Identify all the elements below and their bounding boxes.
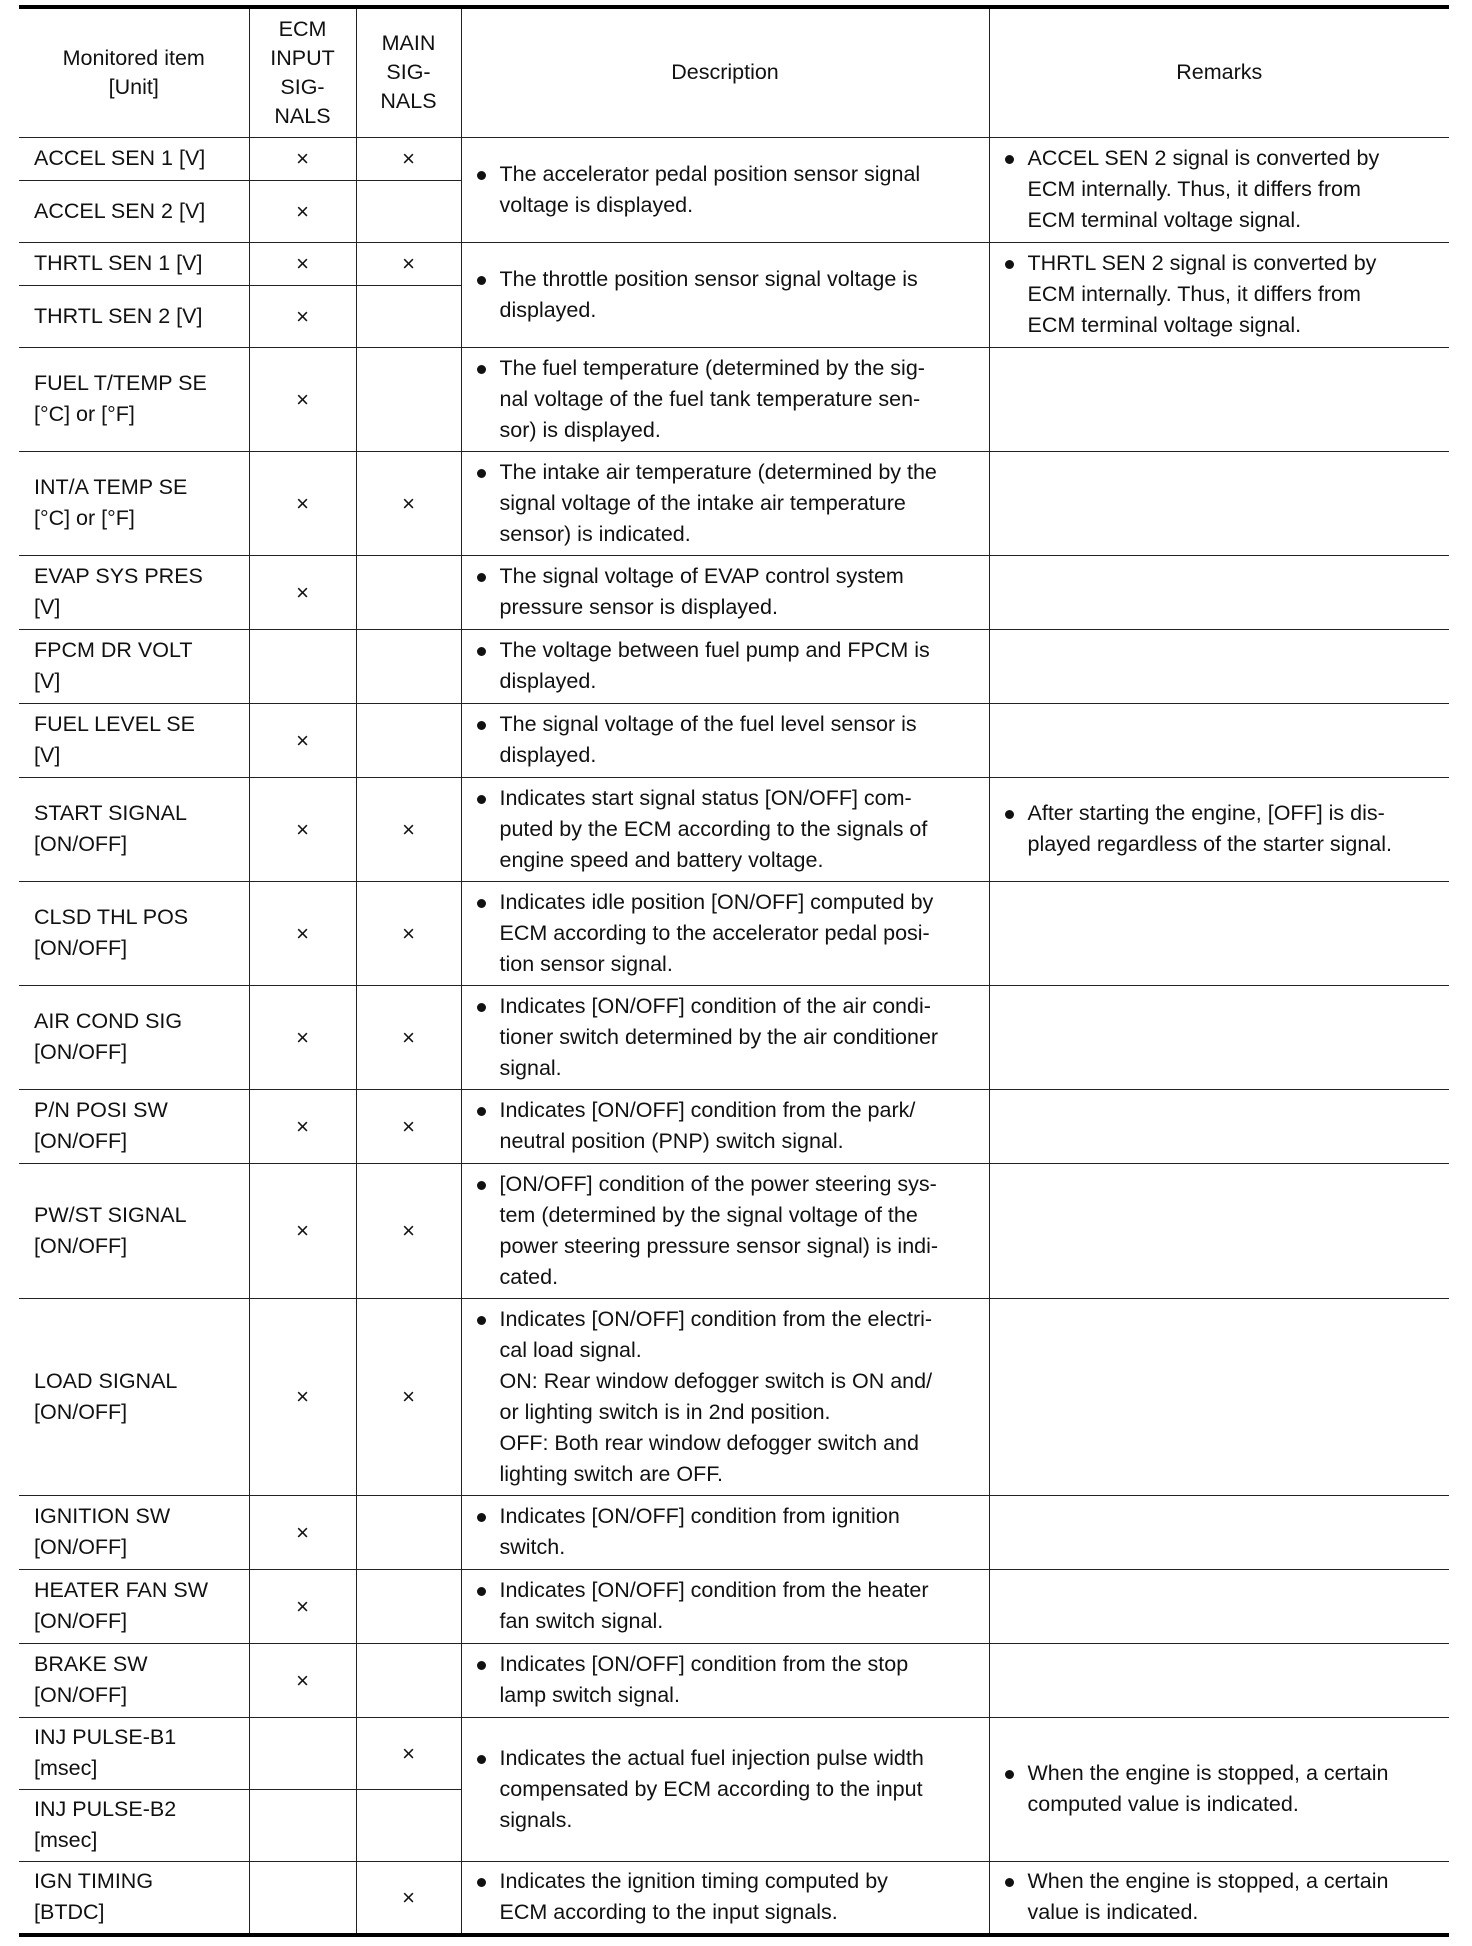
header-main-signals: MAIN SIG- NALS xyxy=(356,7,461,137)
table-row xyxy=(19,629,1449,703)
table-row xyxy=(19,555,1449,629)
description: The signal voltage of EVAP control system pressure sensor is displayed. xyxy=(461,555,989,629)
description: Indicates [ON/OFF] condition from the electri- cal load signal. ON: Rear window defogger switch is ON and/ or lighting switch is in 2nd position. OFF: Both rear window defogger switch and lighting switch are OFF. xyxy=(461,1298,989,1495)
monitored-item: FUEL LEVEL SE [V] xyxy=(19,703,249,777)
ecm-input-mark: × xyxy=(249,777,356,881)
header-monitored-item: Monitored item [Unit] xyxy=(19,7,249,137)
monitored-item: IGN TIMING [BTDC] xyxy=(19,1861,249,1935)
table-row xyxy=(19,1089,1449,1163)
description: Indicates idle position [ON/OFF] computed by ECM according to the accelerator pedal posi- tion sensor signal. xyxy=(461,881,989,985)
table-row xyxy=(19,347,1449,451)
ecm-input-mark xyxy=(249,1789,356,1861)
monitored-item: ACCEL SEN 1 [V] xyxy=(19,137,249,180)
description: Indicates [ON/OFF] condition from the stop lamp switch signal. xyxy=(461,1643,989,1717)
monitored-item: FPCM DR VOLT [V] xyxy=(19,629,249,703)
description: Indicates [ON/OFF] condition of the air condi- tioner switch determined by the air conditioner signal. xyxy=(461,985,989,1089)
description: Indicates [ON/OFF] condition from ignition switch. xyxy=(461,1495,989,1569)
monitored-item: LOAD SIGNAL [ON/OFF] xyxy=(19,1298,249,1495)
remarks: After starting the engine, [OFF] is dis- played regardless of the starter signal. xyxy=(989,777,1449,881)
main-signal-mark: × xyxy=(356,985,461,1089)
remarks: THRTL SEN 2 signal is converted by ECM internally. Thus, it differs from ECM terminal voltage signal. xyxy=(989,242,1449,347)
ecm-input-mark: × xyxy=(249,985,356,1089)
table-row xyxy=(19,881,1449,985)
monitored-item: THRTL SEN 1 [V] xyxy=(19,242,249,285)
remarks xyxy=(989,1298,1449,1495)
main-signal-mark xyxy=(356,703,461,777)
monitored-item: BRAKE SW [ON/OFF] xyxy=(19,1643,249,1717)
remarks xyxy=(989,881,1449,985)
description: Indicates [ON/OFF] condition from the heater fan switch signal. xyxy=(461,1569,989,1643)
table-row xyxy=(19,1643,1449,1717)
main-signal-mark: × xyxy=(356,1298,461,1495)
remarks xyxy=(989,1495,1449,1569)
header-description: Description xyxy=(461,7,989,137)
ecm-input-mark: × xyxy=(249,1089,356,1163)
remarks xyxy=(989,703,1449,777)
monitored-item: START SIGNAL [ON/OFF] xyxy=(19,777,249,881)
main-signal-mark: × xyxy=(356,137,461,180)
table-row xyxy=(19,1861,1449,1935)
description: The intake air temperature (determined by the signal voltage of the intake air temperature sensor) is indicated. xyxy=(461,451,989,555)
table-row xyxy=(19,1569,1449,1643)
table-row xyxy=(19,242,1449,285)
table-row xyxy=(19,703,1449,777)
remarks xyxy=(989,347,1449,451)
table-row xyxy=(19,985,1449,1089)
monitored-item: CLSD THL POS [ON/OFF] xyxy=(19,881,249,985)
description: The signal voltage of the fuel level sensor is displayed. xyxy=(461,703,989,777)
ecm-input-mark: × xyxy=(249,555,356,629)
remarks: When the engine is stopped, a certain value is indicated. xyxy=(989,1861,1449,1935)
main-signal-mark: × xyxy=(356,777,461,881)
remarks: ACCEL SEN 2 signal is converted by ECM internally. Thus, it differs from ECM terminal voltage signal. xyxy=(989,137,1449,242)
remarks xyxy=(989,1163,1449,1298)
header-row xyxy=(19,7,1449,137)
main-signal-mark xyxy=(356,1569,461,1643)
ecm-input-mark xyxy=(249,1717,356,1789)
ecm-input-mark xyxy=(249,629,356,703)
remarks xyxy=(989,985,1449,1089)
table-row xyxy=(19,1163,1449,1298)
description: Indicates the ignition timing computed by ECM according to the input signals. xyxy=(461,1861,989,1935)
monitored-item: AIR COND SIG [ON/OFF] xyxy=(19,985,249,1089)
monitored-item: INT/A TEMP SE [°C] or [°F] xyxy=(19,451,249,555)
main-signal-mark: × xyxy=(356,1717,461,1789)
ecm-input-mark: × xyxy=(249,1569,356,1643)
main-signal-mark xyxy=(356,629,461,703)
main-signal-mark xyxy=(356,555,461,629)
remarks: When the engine is stopped, a certain computed value is indicated. xyxy=(989,1717,1449,1861)
monitored-item: EVAP SYS PRES [V] xyxy=(19,555,249,629)
remarks xyxy=(989,629,1449,703)
ecm-input-mark: × xyxy=(249,1643,356,1717)
description: [ON/OFF] condition of the power steering sys- tem (determined by the signal voltage of the power steering pressure sensor signal) is indi- cated. xyxy=(461,1163,989,1298)
monitored-item: HEATER FAN SW [ON/OFF] xyxy=(19,1569,249,1643)
table-row xyxy=(19,1717,1449,1789)
main-signal-mark: × xyxy=(356,1163,461,1298)
monitored-item: INJ PULSE-B1 [msec] xyxy=(19,1717,249,1789)
remarks xyxy=(989,1089,1449,1163)
monitored-item: P/N POSI SW [ON/OFF] xyxy=(19,1089,249,1163)
ecm-input-mark: × xyxy=(249,1298,356,1495)
main-signal-mark xyxy=(356,1643,461,1717)
ecm-input-mark: × xyxy=(249,703,356,777)
table-row xyxy=(19,1495,1449,1569)
ecm-input-mark: × xyxy=(249,137,356,180)
ecm-input-mark: × xyxy=(249,451,356,555)
ecm-input-mark: × xyxy=(249,881,356,985)
description: The throttle position sensor signal voltage is displayed. xyxy=(461,242,989,347)
ecm-input-mark: × xyxy=(249,347,356,451)
table-row xyxy=(19,777,1449,881)
table-row xyxy=(19,137,1449,180)
main-signal-mark xyxy=(356,285,461,347)
description: The accelerator pedal position sensor signal voltage is displayed. xyxy=(461,137,989,242)
monitored-item: PW/ST SIGNAL [ON/OFF] xyxy=(19,1163,249,1298)
ecm-input-mark: × xyxy=(249,242,356,285)
remarks xyxy=(989,1569,1449,1643)
description: Indicates start signal status [ON/OFF] com- puted by the ECM according to the signals of engine speed and battery voltage. xyxy=(461,777,989,881)
remarks xyxy=(989,555,1449,629)
description: Indicates the actual fuel injection pulse width compensated by ECM according to the input signals. xyxy=(461,1717,989,1861)
remarks xyxy=(989,1643,1449,1717)
monitored-item: ACCEL SEN 2 [V] xyxy=(19,180,249,242)
main-signal-mark: × xyxy=(356,1089,461,1163)
monitored-item: THRTL SEN 2 [V] xyxy=(19,285,249,347)
monitored-item: IGNITION SW [ON/OFF] xyxy=(19,1495,249,1569)
main-signal-mark: × xyxy=(356,881,461,985)
ecm-input-mark xyxy=(249,1861,356,1935)
description: The voltage between fuel pump and FPCM is displayed. xyxy=(461,629,989,703)
description: Indicates [ON/OFF] condition from the park/ neutral position (PNP) switch signal. xyxy=(461,1089,989,1163)
description: The fuel temperature (determined by the sig- nal voltage of the fuel tank temperature sen- sor) is displayed. xyxy=(461,347,989,451)
main-signal-mark xyxy=(356,1495,461,1569)
table-row xyxy=(19,451,1449,555)
header-ecm-input-signals: ECM INPUT SIG- NALS xyxy=(249,7,356,137)
main-signal-mark xyxy=(356,1789,461,1861)
main-signal-mark: × xyxy=(356,451,461,555)
monitored-item: FUEL T/TEMP SE [°C] or [°F] xyxy=(19,347,249,451)
main-signal-mark: × xyxy=(356,242,461,285)
main-signal-mark xyxy=(356,180,461,242)
remarks xyxy=(989,451,1449,555)
ecm-input-mark: × xyxy=(249,1495,356,1569)
ecm-input-mark: × xyxy=(249,285,356,347)
ecm-input-mark: × xyxy=(249,1163,356,1298)
header-remarks: Remarks xyxy=(989,7,1449,137)
monitored-item: INJ PULSE-B2 [msec] xyxy=(19,1789,249,1861)
ecm-input-mark: × xyxy=(249,180,356,242)
table-row xyxy=(19,1298,1449,1495)
data-monitor-table xyxy=(19,5,1449,1937)
main-signal-mark xyxy=(356,347,461,451)
main-signal-mark: × xyxy=(356,1861,461,1935)
